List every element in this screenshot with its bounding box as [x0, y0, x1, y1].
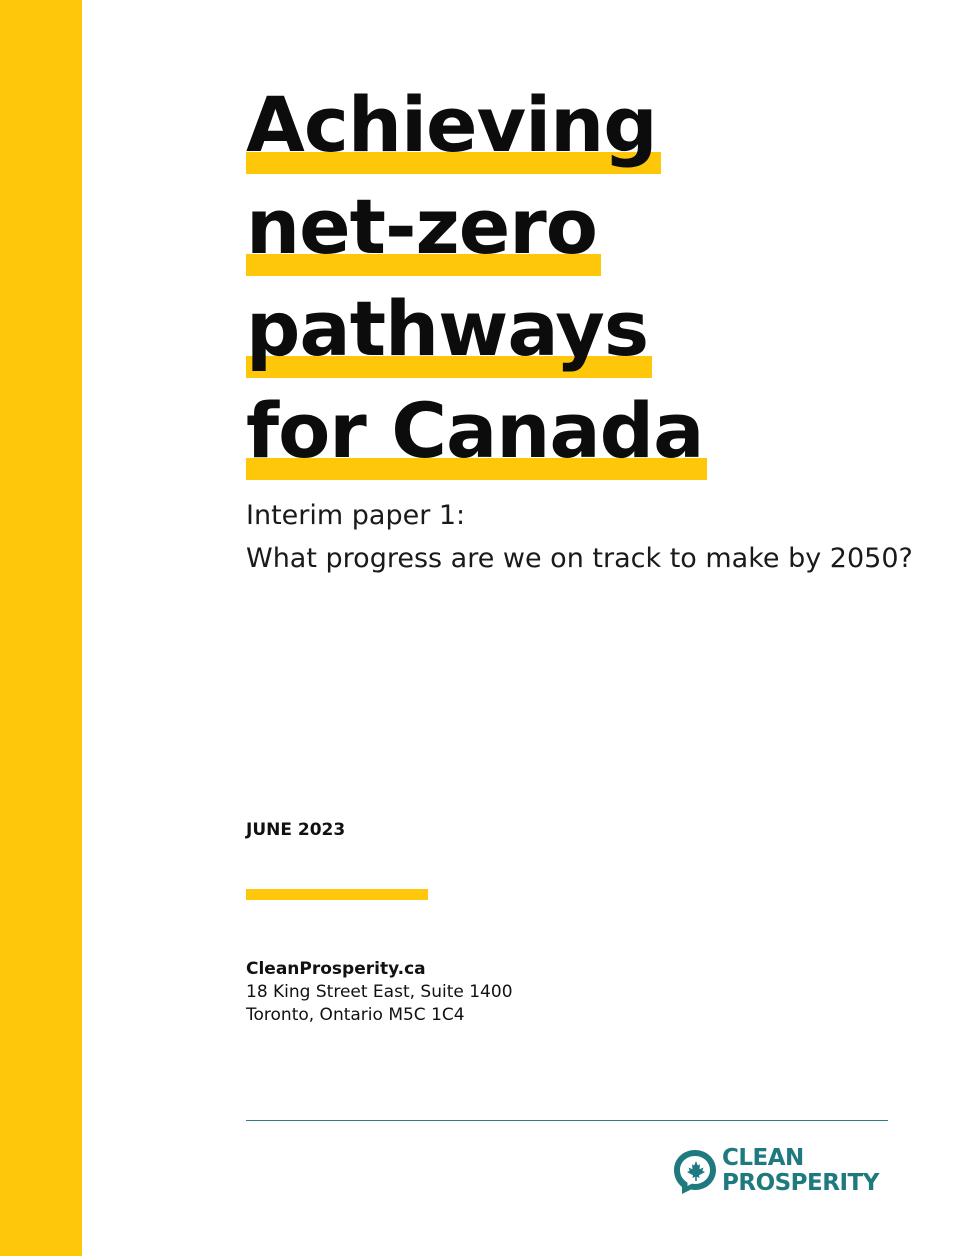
title-line	[246, 182, 946, 284]
yellow-side-bar	[0, 0, 82, 1256]
accent-divider	[246, 889, 428, 900]
city-address: Toronto, Ontario M5C 1C4	[246, 1005, 465, 1025]
title-line	[246, 80, 946, 182]
subtitle-line-1: Interim paper 1:	[246, 500, 466, 531]
title-line-text: Achieving	[246, 80, 657, 169]
contact-block	[246, 958, 513, 1027]
street-address: 18 King Street East, Suite 1400	[246, 982, 513, 1002]
subtitle	[246, 494, 913, 580]
subtitle-line-2: What progress are we on track to make by 2050?	[246, 543, 913, 574]
logo-wordmark	[722, 1146, 879, 1196]
logo-word-prosperity: PROSPERITY	[722, 1170, 879, 1196]
document-title	[246, 80, 946, 488]
website-link[interactable]: CleanProsperity.ca	[246, 959, 426, 979]
title-line	[246, 284, 946, 386]
maple-leaf-speech-bubble-icon	[670, 1146, 720, 1196]
title-line-text: for Canada	[246, 386, 704, 475]
title-line	[246, 386, 946, 488]
title-line-text: pathways	[246, 284, 649, 373]
title-line-text: net-zero	[246, 182, 597, 271]
publication-date: JUNE 2023	[246, 820, 346, 840]
clean-prosperity-logo	[670, 1146, 890, 1198]
logo-word-clean: CLEAN	[722, 1145, 804, 1171]
footer-divider	[246, 1120, 888, 1121]
